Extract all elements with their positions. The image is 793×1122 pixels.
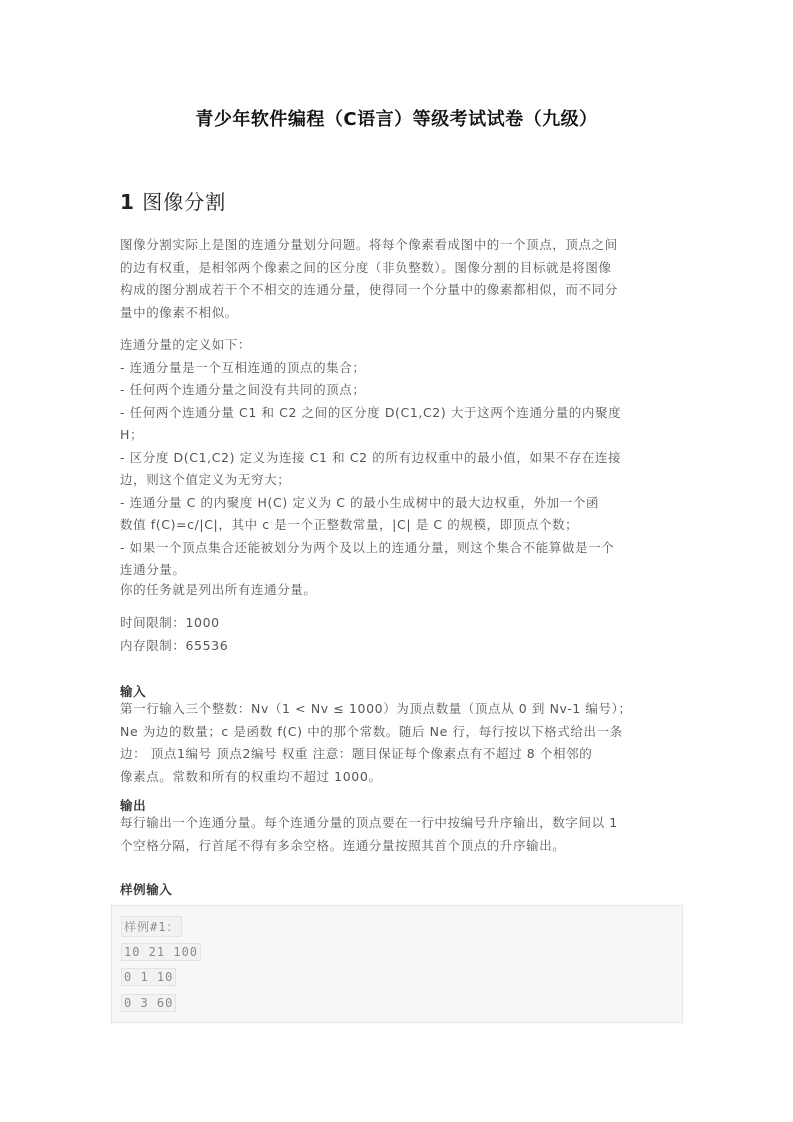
definition-line: - 任何两个连通分量之间没有共同的顶点； bbox=[120, 382, 366, 397]
definition-line: - 连通分量是一个互相连通的顶点的集合； bbox=[120, 359, 366, 375]
document-title: 青少年软件编程（C语言）等级考试试卷（九级） bbox=[195, 109, 598, 130]
output-line: 个空格分隔，行首尾不得有多余空格。连通分量按照其首个顶点的升序输出。 bbox=[120, 837, 566, 853]
sample-line: 样例#1： bbox=[121, 916, 182, 937]
sample-code-block bbox=[111, 905, 683, 1023]
sample-line: 0 3 60 bbox=[121, 994, 176, 1012]
time-limit: 时间限制：1000 bbox=[120, 615, 220, 630]
output-description bbox=[120, 812, 675, 857]
definition-line: - 任何两个连通分量 C1 和 C2 之间的区分度 D(C1,C2) 大于这两个连通分量的内聚度 bbox=[120, 404, 622, 420]
limits-block bbox=[120, 612, 675, 657]
input-heading: 输入 bbox=[120, 684, 147, 699]
definition-list bbox=[120, 334, 675, 582]
memory-limit: 内存限制：65536 bbox=[120, 637, 229, 653]
sample-input-heading: 样例输入 bbox=[120, 882, 173, 897]
definition-line: - 连通分量 C 的内聚度 H(C) 定义为 C 的最小生成树中的最大边权重，外加一个函 bbox=[120, 494, 600, 510]
task-paragraph bbox=[120, 579, 675, 602]
sample-line: 10 21 100 bbox=[121, 943, 201, 961]
paragraph-line: 的边有权重，是相邻两个像素之间的区分度（非负整数）。图像分割的目标就是将图像 bbox=[120, 259, 612, 275]
section-heading bbox=[120, 186, 226, 215]
definition-line: 连通分量的定义如下： bbox=[120, 337, 252, 352]
definition-line: H； bbox=[120, 427, 144, 442]
output-line: 每行输出一个连通分量。每个连通分量的顶点要在一行中按编号升序输出，数字间以 1 bbox=[120, 815, 618, 830]
input-description bbox=[120, 698, 675, 788]
output-heading: 输出 bbox=[120, 798, 147, 813]
sample-line: 0 1 10 bbox=[121, 968, 176, 986]
paragraph-line: 图像分割实际上是图的连通分量划分问题。将每个像素看成图中的一个顶点，顶点之间 bbox=[120, 237, 618, 252]
task-line: 你的任务就是列出所有连通分量。 bbox=[120, 582, 317, 597]
intro-paragraph bbox=[120, 234, 675, 324]
paragraph-line: 量中的像素不相似。 bbox=[120, 304, 238, 320]
input-line: 边： 顶点1编号 顶点2编号 权重 注意：题目保证每个像素点有不超过 8 个相邻的 bbox=[120, 746, 593, 761]
definition-line: - 区分度 D(C1,C2) 定义为连接 C1 和 C2 的所有边权重中的最小值，如果不存在连接 bbox=[120, 449, 622, 465]
input-line: 第一行输入三个整数：Nv（1 < Nv ≤ 1000）为顶点数量（顶点从 0 到 Nv-1 编号）； bbox=[120, 701, 632, 716]
paragraph-line: 构成的图分割成若干个不相交的连通分量，使得同一个分量中的像素都相似，而不同分 bbox=[120, 282, 618, 297]
input-line: Ne 为边的数量；c 是函数 f(C) 中的那个常数。随后 Ne 行，每行按以下格式给出一条 bbox=[120, 723, 623, 739]
section-number: 1 bbox=[120, 190, 135, 214]
definition-line: 连通分量。 bbox=[120, 562, 186, 577]
definition-line: 边，则这个值定义为无穷大； bbox=[120, 472, 291, 487]
definition-line: - 如果一个顶点集合还能被划分为两个及以上的连通分量，则这个集合不能算做是一个 bbox=[120, 539, 615, 555]
input-line: 像素点。常数和所有的权重均不超过 1000。 bbox=[120, 768, 382, 784]
definition-line: 数值 f(C)=c/|C|，其中 c 是一个正整数常量，|C| 是 C 的规模，即顶点个数； bbox=[120, 517, 579, 532]
section-title: 图像分割 bbox=[142, 190, 227, 214]
